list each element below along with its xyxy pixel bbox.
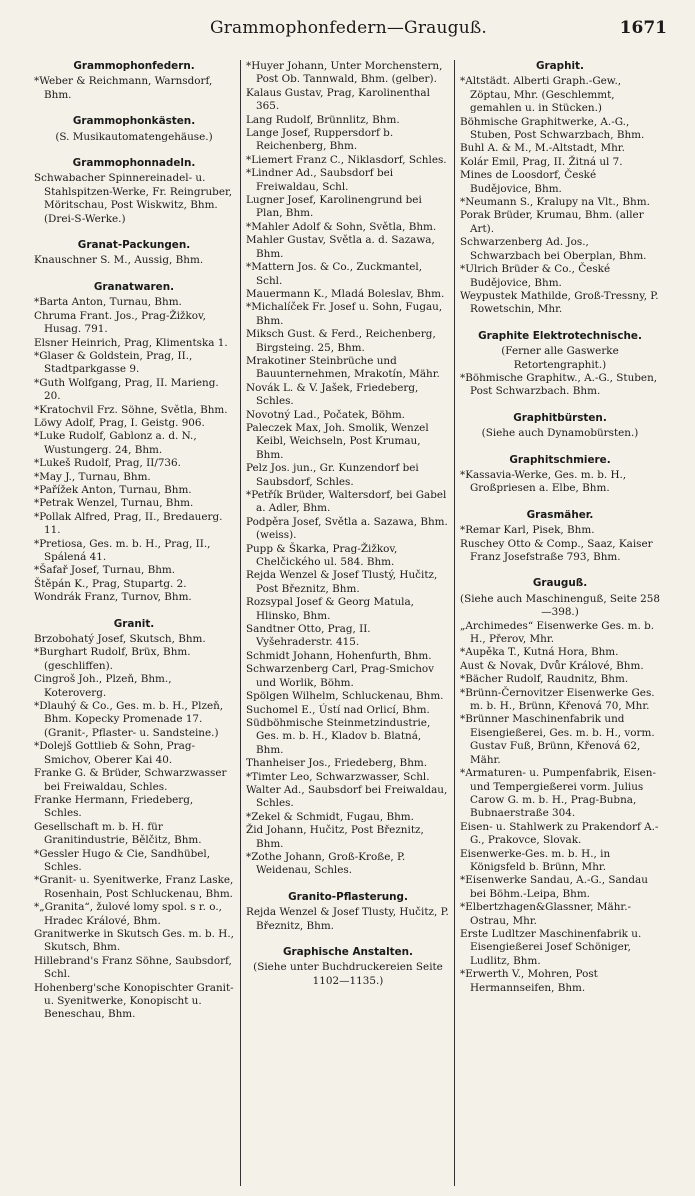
column-divider bbox=[454, 60, 455, 1186]
directory-entry: *Dlauhý & Co., Ges. m. b. H., Plzeň, Bhm. Kopecky Promenade 17. (Granit-, Pflaster- u. Sandsteine.) bbox=[34, 700, 224, 739]
directory-entry: Ruschey Otto & Comp., Saaz, Kaiser Franz Josefstraße 793, Bhm. bbox=[460, 537, 653, 563]
directory-entry: Knauschner S. M., Aussig, Bhm. bbox=[34, 254, 204, 267]
directory-entry: *Zothe Johann, Groß-Kroße, P. Weidenau, Schles. bbox=[246, 850, 406, 877]
directory-entry: Schwabacher Spinnereinadel- u. Stahlspitzen-Werke, Fr. Reingruber, Möritschau, Post Wiskwitz, Bhm. (Drei-S-Werke.) bbox=[34, 172, 233, 225]
directory-entry: Schwarzenberg Ad. Jos., Schwarzbach bei Oberplan, Bhm. bbox=[460, 236, 647, 262]
directory-entry: *Lindner Ad., Saubsdorf bei Freiwaldau, Schl. bbox=[246, 167, 394, 193]
column-divider bbox=[240, 60, 241, 1186]
directory-entry: *Bächer Rudolf, Raudnitz, Bhm. bbox=[460, 673, 629, 686]
column-right bbox=[460, 60, 660, 1188]
directory-entry: Pelz Jos. jun., Gr. Kunzendorf bei Saubsdorf, Schles. bbox=[246, 462, 419, 488]
directory-entry: Buhl A. & M., M.-Altstadt, Mhr. bbox=[460, 142, 625, 155]
directory-entry: *Pretiosa, Ges. m. b. H., Prag, II., Spálená 41. bbox=[34, 537, 211, 563]
directory-entry: *Barta Anton, Turnau, Bhm. bbox=[34, 296, 182, 309]
directory-entry: Walter Ad., Saubsdorf bei Freiwaldau, Schles. bbox=[246, 783, 448, 810]
directory-entry: Elsner Heinrich, Prag, Klimentska 1. bbox=[34, 336, 228, 349]
directory-entry: Žid Johann, Hučitz, Post Březnitz, Bhm. bbox=[246, 824, 424, 850]
directory-entry: Chruma Frant. Jos., Prag-Žižkov, Husag. 791. bbox=[34, 309, 206, 336]
directory-entry: Lang Rudolf, Brünnlitz, Bhm. bbox=[246, 113, 400, 126]
directory-entry: Novotný Lad., Počatek, Böhm. bbox=[246, 408, 405, 421]
directory-entry: Hillebrand's Franz Söhne, Saubsdorf, Schl. bbox=[34, 954, 232, 981]
section-heading: Grammophonnadeln. bbox=[72, 157, 196, 170]
directory-entry: *Petrak Wenzel, Turnau, Bhm. bbox=[34, 497, 194, 510]
section-heading: Graphite Elektrotechnische. bbox=[478, 329, 642, 342]
directory-entry: Cingroš Joh., Plzeň, Bhm., Koteroverg. bbox=[34, 673, 172, 699]
directory-entry: Eisenwerke-Ges. m. b. H., in Königsfeld b. Brünn, Mhr. bbox=[460, 847, 611, 873]
section-heading: Grasmäher. bbox=[526, 508, 594, 521]
section-heading: Graphit. bbox=[536, 60, 584, 72]
section-heading: Granatwaren. bbox=[93, 280, 175, 293]
directory-entry: *Glaser & Goldstein, Prag, II., Stadtparkgasse 9. bbox=[34, 349, 193, 376]
section-heading: Grammophonkästen. bbox=[72, 115, 196, 128]
section-heading: Graphitschmiere. bbox=[509, 453, 611, 466]
section-heading: Grammophonfedern. bbox=[73, 60, 195, 72]
directory-entry: *Remar Karl, Pisek, Bhm. bbox=[460, 524, 595, 537]
directory-entry: Aust & Novak, Dvůr Králové, Bhm. bbox=[460, 659, 644, 672]
directory-entry: *Huyer Johann, Unter Morchenstern, Post Ob. Tannwald, Bhm. (gelber). bbox=[246, 60, 443, 86]
directory-entry: Štěpán K., Prag, Stupartg. 2. bbox=[34, 577, 187, 590]
directory-entry: Gesellschaft m. b. H. für Granitindustrie, Bělčitz, Bhm. bbox=[34, 820, 202, 847]
directory-entry: *Michalíček Fr. Josef u. Sohn, Fugau, Bhm. bbox=[246, 301, 443, 327]
cross-reference: (S. Musikautomatengehäuse.) bbox=[55, 130, 213, 143]
directory-entry: *Petřík Brüder, Waltersdorf, bei Gabel a. Adler, Bhm. bbox=[246, 489, 447, 515]
running-title: Grammophonfedern—Grauguß. bbox=[209, 18, 488, 38]
directory-entry: *Aupěka T., Kutná Hora, Bhm. bbox=[460, 646, 619, 659]
directory-entry: Südböhmische Steinmetzindustrie, Ges. m. b. H., Kladov b. Blatná, Bhm. bbox=[246, 716, 431, 756]
directory-entry: Weypustek Mathilde, Groß-Tressny, P. Rowetschin, Mhr. bbox=[460, 289, 659, 316]
section-heading: Granito-Pflasterung. bbox=[288, 890, 408, 903]
directory-entry: Franke Hermann, Friedeberg, Schles. bbox=[34, 793, 194, 820]
directory-entry: *Erwerth V., Mohren, Post Hermannseifen, Bhm. bbox=[460, 968, 598, 994]
directory-entry: Löwy Adolf, Prag, I. Geistg. 906. bbox=[34, 416, 205, 429]
section-heading: Grauguß. bbox=[532, 577, 588, 590]
directory-entry: Novák L. & V. Jašek, Friedeberg, Schles. bbox=[246, 381, 419, 408]
directory-entry: *Granit- u. Syenitwerke, Franz Laske, Rosenhain, Post Schluckenau, Bhm. bbox=[34, 874, 234, 900]
directory-entry: *Ulrich Brüder & Co., České Budějovice, Bhm. bbox=[460, 263, 611, 289]
directory-entry: Podpěra Josef, Světla a. Sazawa, Bhm. (weiss). bbox=[246, 515, 448, 542]
directory-entry: *Brünn-Černovitzer Eisenwerke Ges. m. b. H., Brünn, Křenová 70, Mhr. bbox=[460, 686, 655, 713]
directory-entry: *Gessler Hugo & Cie, Sandhübel, Schles. bbox=[34, 847, 211, 873]
directory-entry: Brzobohatý Josef, Skutsch, Bhm. bbox=[34, 633, 206, 646]
directory-entry: Erste Ludltzer Maschinenfabrik u. Eisengießerei Josef Schöniger, Ludlitz, Bhm. bbox=[460, 927, 642, 967]
directory-entry: *Kassavia-Werke, Ges. m. b. H., Großpriesen a. Elbe, Bhm. bbox=[460, 468, 627, 495]
directory-entry: Spölgen Wilhelm, Schluckenau, Bhm. bbox=[246, 690, 444, 703]
directory-entry: Mines de Loosdorf, České Budějovice, Bhm. bbox=[460, 169, 597, 195]
directory-entry: Porak Brüder, Krumau, Bhm. (aller Art). bbox=[460, 209, 644, 235]
directory-entry: Pupp & Škarka, Prag-Žižkov, Chelčického ul. 584. Bhm. bbox=[246, 542, 398, 569]
section-heading: Granit. bbox=[113, 617, 155, 630]
directory-entry: Rozsypal Josef & Georg Matula, Hlinsko, Bhm. bbox=[246, 596, 414, 622]
cross-reference: (Siehe auch Maschinenguß, Seite 258—398.) bbox=[460, 592, 660, 619]
directory-entry: Rejda Wenzel & Josef Tlustý, Hučitz, Post Březnitz, Bhm. bbox=[246, 569, 438, 595]
directory-entry: Wondrák Franz, Turnov, Bhm. bbox=[34, 591, 192, 604]
directory-entry: *Neumann S., Kralupy na Vlt., Bhm. bbox=[460, 196, 650, 209]
directory-entry: „Archimedes“ Eisenwerke Ges. m. b. H., Přerov, Mhr. bbox=[460, 619, 655, 646]
cross-reference: (Siehe auch Dynamobürsten.) bbox=[481, 427, 639, 440]
column-left bbox=[34, 60, 234, 1188]
column-middle bbox=[246, 60, 450, 1188]
section-heading: Granat-Packungen. bbox=[77, 239, 191, 252]
directory-entry: *Pollak Alfred, Prag, II., Bredauerg. 11. bbox=[34, 510, 223, 537]
directory-entry: *Brünner Maschinenfabrik und Eisengießerei, Ges. m. b. H., vorm. Gustav Fuß, Brünn, Křenová 62, Mähr. bbox=[460, 713, 655, 766]
directory-entry: *Eisenwerke Sandau, A.-G., Sandau bei Böhm.-Leipa, Bhm. bbox=[460, 874, 648, 900]
directory-entry: Franke G. & Brüder, Schwarzwasser bei Freiwaldau, Schles. bbox=[34, 767, 227, 793]
directory-entry: Mauermann K., Mladá Boleslav, Bhm. bbox=[246, 287, 445, 300]
directory-entry: *Guth Wolfgang, Prag, II. Marieng. 20. bbox=[34, 376, 219, 403]
directory-entry: *Altstädt. Alberti Graph.-Gew., Zöptau, Mhr. (Geschlemmt, gemahlen u. in Stücken.) bbox=[460, 75, 622, 115]
directory-entry: *Weber & Reichmann, Warnsdorf, Bhm. bbox=[34, 75, 213, 101]
directory-entry: *May J., Turnau, Bhm. bbox=[34, 470, 151, 483]
cross-reference: (Ferner alle Gaswerke Retortengraphit.) bbox=[501, 345, 619, 371]
directory-entry: *Liemert Franz C., Niklasdorf, Schles. bbox=[246, 153, 447, 166]
directory-entry: Paleczek Max, Joh. Smolik, Wenzel Keibl, Weichseln, Post Krumau, Bhm. bbox=[246, 421, 429, 461]
directory-entry: Thanheiser Jos., Friedeberg, Bhm. bbox=[246, 757, 428, 770]
page-header bbox=[30, 8, 667, 48]
directory-entry: Sandtner Otto, Prag, II. Vyšehraderstr. 415. bbox=[246, 623, 371, 649]
directory-entry: *Luke Rudolf, Gablonz a. d. N., Wustungerg. 24, Bhm. bbox=[34, 430, 197, 456]
section-heading: Graphitbürsten. bbox=[513, 411, 607, 424]
directory-entry: *Kratochvil Frz. Söhne, Světla, Bhm. bbox=[34, 403, 228, 416]
directory-entry: *Šafař Josef, Turnau, Bhm. bbox=[34, 564, 176, 577]
directory-entry: *„Granita“, žulové lomy spol. s r. o., Hradec Králové, Bhm. bbox=[34, 901, 222, 927]
directory-entry: *Timter Leo, Schwarzwasser, Schl. bbox=[246, 770, 430, 783]
directory-entry: *Mattern Jos. & Co., Zuckmantel, Schl. bbox=[246, 261, 423, 287]
directory-entry: Miksch Gust. & Ferd., Reichenberg, Birgsteing. 25, Bhm. bbox=[246, 328, 436, 354]
directory-entry: Böhmische Graphitwerke, A.-G., Stuben, Post Schwarzbach, Bhm. bbox=[460, 115, 645, 142]
directory-entry: Rejda Wenzel & Josef Tlusty, Hučitz, P. Březnitz, Bhm. bbox=[246, 906, 449, 932]
directory-entry: Kolár Emil, Prag, II. Žitná ul 7. bbox=[460, 155, 623, 168]
directory-entry: *Böhmische Graphitw., A.-G., Stuben, Post Schwarzbach. Bhm. bbox=[460, 371, 658, 398]
directory-entry: Kalaus Gustav, Prag, Karolinenthal 365. bbox=[246, 86, 430, 113]
directory-entry: Hohenberg'sche Konopischter Granit- u. Syenitwerke, Konopischt u. Beneschau, Bhm. bbox=[34, 981, 234, 1021]
directory-entry: *Pařížek Anton, Turnau, Bhm. bbox=[34, 483, 192, 496]
directory-entry: *Mahler Adolf & Sohn, Světla, Bhm. bbox=[246, 220, 437, 233]
directory-entry: Schmidt Johann, Hohenfurth, Bhm. bbox=[246, 649, 432, 662]
directory-entry: Eisen- u. Stahlwerk zu Prakendorf A.-G., Prakovce, Slovak. bbox=[460, 820, 659, 847]
page-number: 1671 bbox=[619, 18, 667, 38]
directory-entry: Schwarzenberg Carl, Prag-Smichov und Worlik, Böhm. bbox=[246, 663, 435, 689]
directory-entry: Lange Josef, Ruppersdorf b. Reichenberg, Bhm. bbox=[246, 127, 394, 153]
section-heading: Graphische Anstalten. bbox=[283, 946, 413, 958]
directory-entry: Lugner Josef, Karolinengrund bei Plan, Bhm. bbox=[246, 194, 422, 220]
directory-entry: *Zekel & Schmidt, Fugau, Bhm. bbox=[246, 810, 414, 823]
directory-entry: Suchomel E., Ústí nad Orlicí, Bhm. bbox=[246, 703, 430, 716]
directory-entry: *Armaturen- u. Pumpenfabrik, Eisen- und Tempergießerei vorm. Julius Carow G. m. b. H., Prag-Bubna, Bubnaerstraße 304. bbox=[460, 767, 657, 820]
directory-entry: Mahler Gustav, Světla a. d. Sazawa, Bhm. bbox=[246, 234, 435, 260]
directory-entry: *Elbertzhagen&Glassner, Mähr.-Ostrau, Mhr. bbox=[460, 901, 632, 927]
directory-entry: *Lukeš Rudolf, Prag, II/736. bbox=[34, 457, 181, 470]
directory-entry: Mrakotiner Steinbrüche und Bauunternehmen, Mrakotín, Mähr. bbox=[246, 354, 440, 381]
cross-reference: (Siehe unter Buchdruckereien Seite 1102—1135.) bbox=[253, 961, 443, 987]
directory-entry: *Burghart Rudolf, Brüx, Bhm. (geschliffen). bbox=[34, 646, 191, 672]
directory-entry: Granitwerke in Skutsch Ges. m. b. H., Skutsch, Bhm. bbox=[34, 927, 234, 954]
directory-entry: *Dolejš Gottlieb & Sohn, Prag-Smichov, Oberer Kai 40. bbox=[34, 740, 195, 766]
